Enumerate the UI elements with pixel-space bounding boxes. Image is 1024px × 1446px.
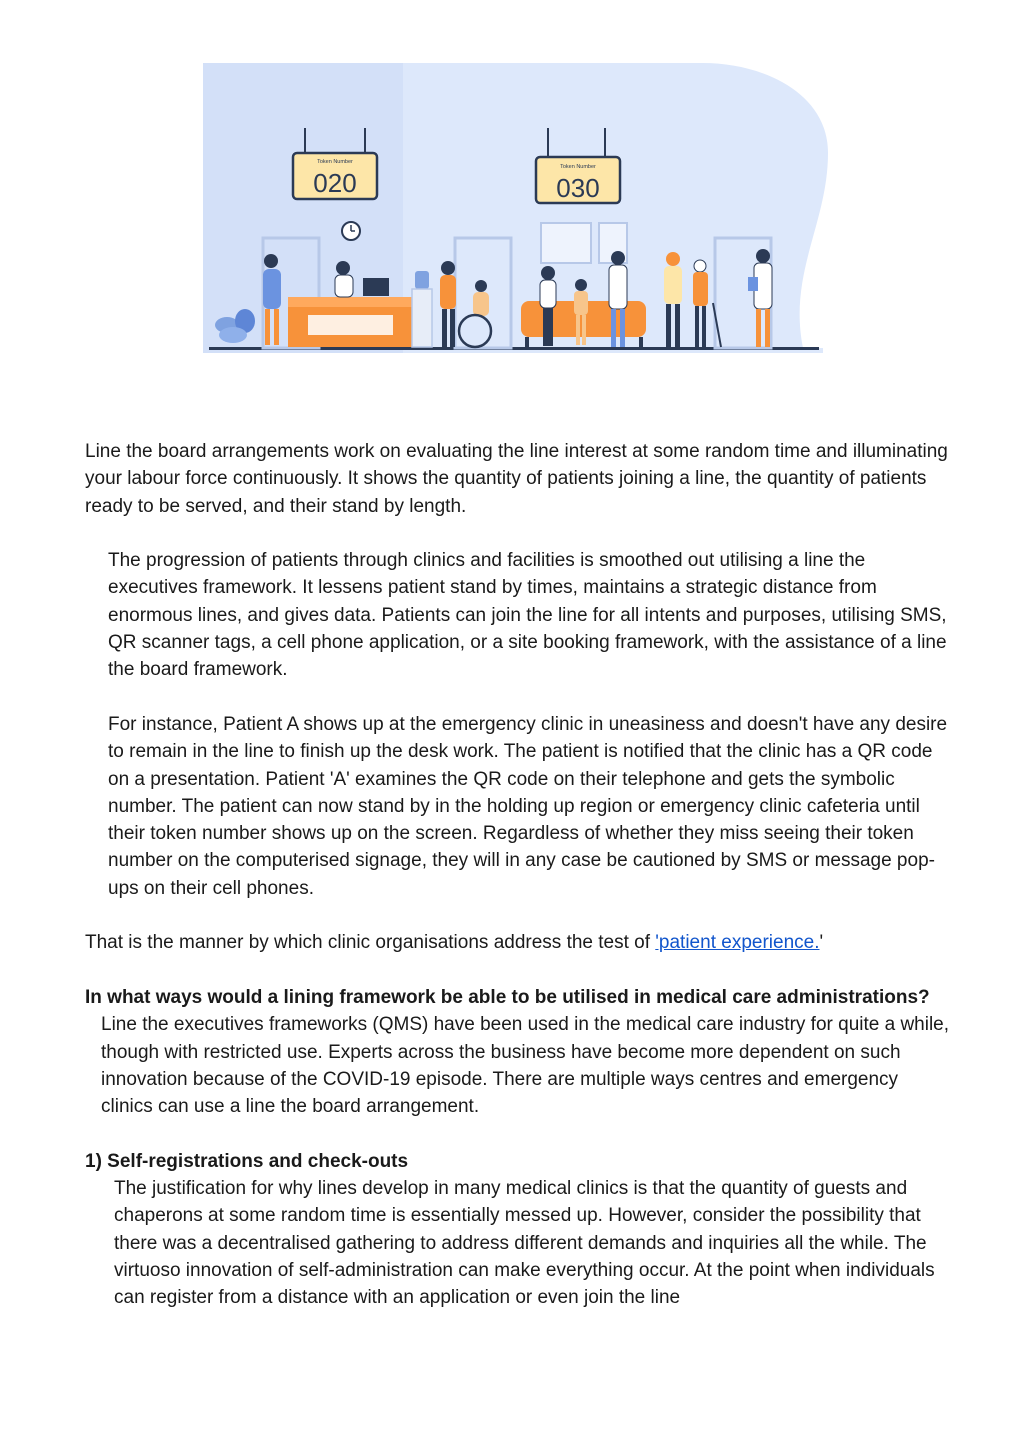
hospital-queue-illustration [203,63,831,431]
paragraph-intro: Line the board arrangements work on evaluating the line interest at some random time and illuminating your labour force continuously. It shows the quantity of patients joining a line, the quantity of patients ready to be served, and their stand by length. [85,441,948,517]
token-number-left: 020 [313,168,357,198]
paragraph-patient-experience [85,929,955,956]
paragraph-self-registration: The justification for why lines develop in many medical clinics is that the quantity of guests and chaperons at some random time is essentially messed up. However, consider the possibility that there was a decentralised gathering to address different demands and inquiries all the while. The virtuoso innovation of self-administration can make everything occur. At the point when individuals can register from a distance with an application or even join the line [114,1178,935,1309]
section-heading-self-registration: 1) Self-registrations and check-outs [85,1150,409,1172]
token-number-right: 030 [556,173,600,203]
token-caption-right: Token Number [560,164,596,170]
paragraph-example: For instance, Patient A shows up at the emergency clinic in uneasiness and doesn't have any desire to remain in the line to finish up the desk work. The patient is notified that the clinic has a QR code on a presentation. Patient 'A' examines the QR code on their telephone and gets the symbolic number. The patient can now stand by in the holding up region or emergency clinic cafeteria until their token number shows up on the screen. Regardless of whether they miss seeing their token number on the computerised signage, they will in any case be cautioned by SMS or message pop-ups on their cell phones. [108,713,948,899]
token-caption-left: Token Number [317,159,353,165]
patient-experience-link[interactable]: 'patient experience. [655,932,820,954]
patient-experience-quote: ' [819,932,824,954]
water-cooler [412,271,432,347]
paragraph-progression: The progression of patients through clinics and facilities is smoothed out utilising a line the executives framework. It lessens patient stand by times, maintains a strategic distance from enormous lines, and gives data. Patients can join the line for all intents and purposes, utilising SMS, QR scanner tags, a cell phone application, or a site booking framework, with the assistance of a line the board framework. [108,550,947,681]
section-heading-lining-framework: In what ways would a lining framework be able to be utilised in medical care administrations? [85,986,930,1008]
paragraph-qms: Line the executives frameworks (QMS) have been used in the medical care industry for quite a while, though with restricted use. Experts across the business have become more dependent on such innovation because of the COVID-19 episode. There are multiple ways centres and emergency clinics can use a line the board arrangement. [101,1014,950,1118]
patient-experience-text: That is the manner by which clinic organisations address the test of [85,932,656,954]
article-body [85,438,955,1312]
notice-board-1 [541,223,591,263]
clock-icon [342,222,360,240]
